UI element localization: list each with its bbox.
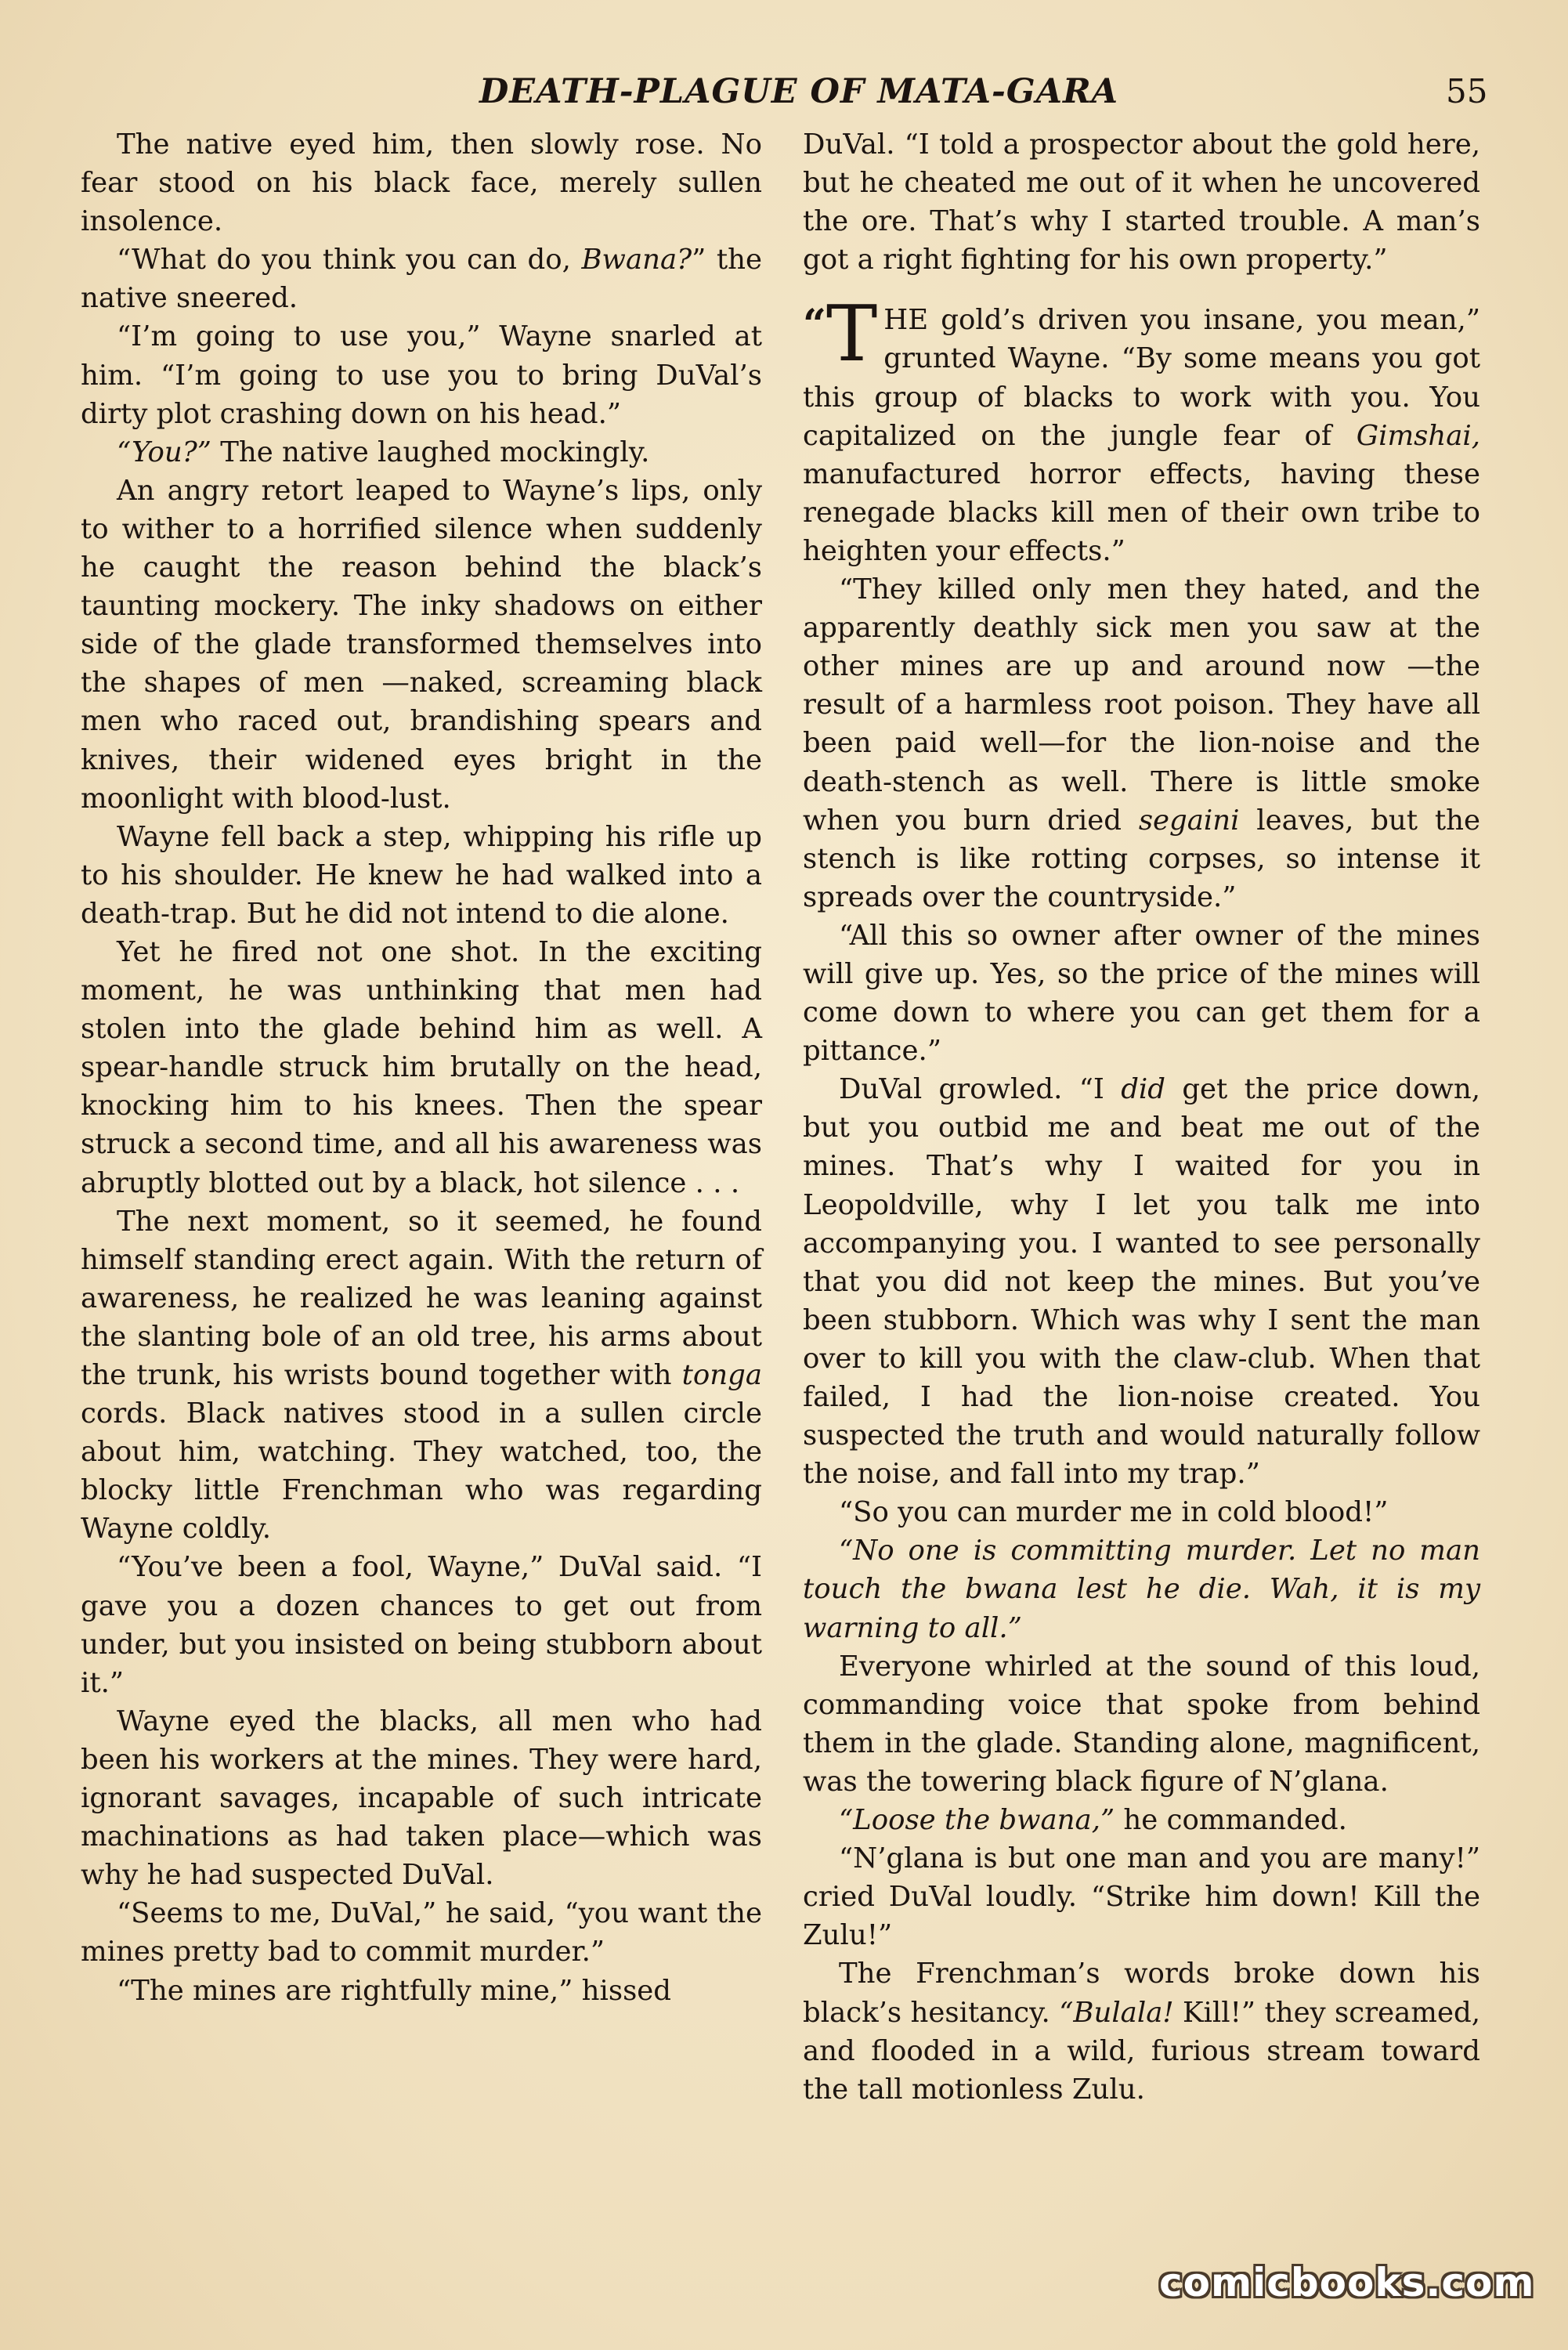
paragraph bbox=[81, 1202, 762, 1549]
italic-text-run: Bwana? bbox=[581, 244, 692, 277]
text-run: The native eyed him, then slowly rose. No fear stood on his black face, merely sullen insolence. bbox=[81, 128, 762, 238]
italic-text-run: “You?” bbox=[117, 436, 211, 468]
paragraph bbox=[81, 240, 762, 317]
text-run: Wayne fell back a step, whipping his rifle up to his shoulder. He knew he had walked into a death-trap. But he did not intend to die alone. bbox=[81, 820, 762, 930]
text-run: The Frenchman’s words broke down his black’s hesitancy. bbox=[803, 1958, 1480, 2029]
text-run: “N’glana is but one man and you are many!” cried DuVal loudly. “Strike him down! Kill the Zulu!” bbox=[803, 1842, 1480, 1952]
italic-text-run: Gimshai, bbox=[1356, 419, 1480, 452]
paragraph bbox=[803, 1801, 1480, 1839]
text-run: “So you can murder me in cold blood!” bbox=[839, 1496, 1389, 1529]
paragraph bbox=[81, 317, 762, 432]
text-run: “Seems to me, DuVal,” he said, “you want the mines pretty bad to commit murder.” bbox=[81, 1897, 762, 1969]
text-run: The next moment, so it seemed, he found himself standing erect again. With the return of awareness, he realized he was leaning against the slanting bole of an old tree, his arms about the trunk, his wrists bound together with bbox=[81, 1205, 762, 1391]
text-run: manufactured horror effects, having these renegade blacks kill men of their own tribe to heighten your effects.” bbox=[803, 457, 1480, 567]
text-run: An angry retort leaped to Wayne’s lips, only to wither to a horrified silence when suddenly he caught the reason behind the black’s taunting mockery. The inky shadows on either side of the glade transformed themselves into the shapes of men —naked, screaming black men who raced out, brandishing spears and knives, their widened eyes bright in the moonlight with blood-lust. bbox=[81, 474, 762, 815]
text-run: HE gold’s driven you insane, you mean,” grunted Wayne. “By some means you got this group of blacks to work with you. You capitalized on the jungle fear of bbox=[803, 304, 1480, 452]
text-run: cords. Black natives stood in a sullen circle about him, watching. They watched, too, the blocky little Frenchman who was regarding Wayne coldly. bbox=[81, 1397, 762, 1546]
paragraph bbox=[803, 1839, 1480, 1954]
drop-cap-letter: T bbox=[826, 290, 878, 380]
paragraph bbox=[81, 125, 762, 240]
paragraph bbox=[803, 125, 1480, 279]
paragraph bbox=[81, 433, 762, 472]
page-number: 55 bbox=[1446, 72, 1488, 110]
text-run: “I’m going to use you,” Wayne snarled at him. “I’m going to use you to bring DuVal’s dirty plot crashing down on his head.” bbox=[81, 320, 762, 430]
paragraph bbox=[803, 916, 1480, 1070]
paragraph bbox=[803, 1647, 1480, 1801]
paragraph bbox=[81, 933, 762, 1202]
text-run: Yet he fired not one shot. In the exciting moment, he was unthinking that men had stolen into the glade behind him as well. A spear-handle struck him brutally on the head, knocking him to his knees. Then the spear struck a second time, and all his awareness was abruptly blotted out by a black, hot silence . . . bbox=[81, 935, 762, 1199]
paragraph bbox=[803, 570, 1480, 916]
text-run: DuVal growled. “I bbox=[839, 1073, 1122, 1106]
text-run: Wayne eyed the blacks, all men who had been his workers at the mines. They were hard, ignorant savages, incapable of such intricate machinations as had taken place—which was why he had suspected DuVal. bbox=[81, 1705, 762, 1892]
italic-text-run: tonga bbox=[681, 1359, 762, 1391]
italic-text-run: “Bulala! bbox=[1059, 1996, 1174, 2029]
italic-text-run: segaini bbox=[1138, 804, 1240, 837]
right-text-column bbox=[803, 125, 1480, 2109]
text-run: he commanded. bbox=[1115, 1804, 1347, 1837]
text-run: “All this so owner after owner of the mines will give up. Yes, so the price of the mines will come down to where you can get them for a pittance.” bbox=[803, 919, 1480, 1068]
paragraph bbox=[803, 1531, 1480, 1647]
text-run: The native laughed mockingly. bbox=[211, 436, 650, 468]
text-run: Everyone whirled at the sound of this loud, commanding voice that spoke from behind them in the glade. Standing alone, magnificent, was the towering black figure of N’glana. bbox=[803, 1650, 1480, 1798]
running-title: DEATH-PLAGUE OF MATA-GARA bbox=[479, 72, 1119, 111]
paragraph bbox=[81, 1548, 762, 1701]
paragraph bbox=[803, 1070, 1480, 1493]
paragraph bbox=[803, 1954, 1480, 2108]
left-text-column bbox=[81, 125, 762, 2010]
paragraph bbox=[803, 290, 1480, 570]
italic-text-run: “Loose the bwana,” bbox=[839, 1804, 1115, 1837]
paragraph bbox=[81, 1894, 762, 1971]
italic-text-run: “No one is committing murder. Let no man touch the bwana lest he die. Wah, it is my warning to all.” bbox=[803, 1535, 1480, 1644]
text-run: ” the native sneered. bbox=[81, 244, 762, 315]
paragraph bbox=[81, 1972, 762, 2010]
text-run: get the price down, but you outbid me and beat me out of the mines. That’s why I waited for you in Leopoldville, why I let you talk me into accompanying you. I wanted to see personally that you did not keep the mines. But you’ve been stubborn. Which was why I sent the man over to kill you with the claw-club. When that failed, I had the lion-noise created. You suspected the truth and would naturally follow the noise, and fall into my trap.” bbox=[803, 1073, 1480, 1491]
paragraph bbox=[81, 1702, 762, 1894]
watermark-logo: comicbooks.com bbox=[1159, 2260, 1535, 2305]
text-run: Kill!” they screamed, and flooded in a wild, furious stream toward the tall motionless Zulu. bbox=[803, 1996, 1480, 2106]
paragraph bbox=[81, 818, 762, 933]
italic-text-run: did bbox=[1121, 1073, 1165, 1106]
text-run: “What do you think you can do, bbox=[117, 244, 582, 277]
text-run: leaves, but the stench is like rotting corpses, so intense it spreads over the countryside.” bbox=[803, 804, 1480, 913]
text-run: “The mines are rightfully mine,” hissed bbox=[117, 1974, 672, 2007]
text-run: “You’ve been a fool, Wayne,” DuVal said. “I gave you a dozen chances to get out from under, but you insisted on being stubborn about it.” bbox=[81, 1551, 762, 1699]
opening-quote-mark: “ bbox=[803, 301, 826, 349]
text-run: “They killed only men they hated, and the apparently deathly sick men you saw at the other mines are up and around now —the result of a harmless root poison. They have all been paid well—for the lion-noise and the death-stench as well. There is little smoke when you burn dried bbox=[803, 573, 1480, 837]
paragraph bbox=[81, 472, 762, 818]
paragraph bbox=[803, 1493, 1480, 1531]
text-run: DuVal. “I told a prospector about the gold here, but he cheated me out of it when he uncovered the ore. That’s why I started trouble. A man’s got a right fighting for his own property.” bbox=[803, 128, 1480, 277]
